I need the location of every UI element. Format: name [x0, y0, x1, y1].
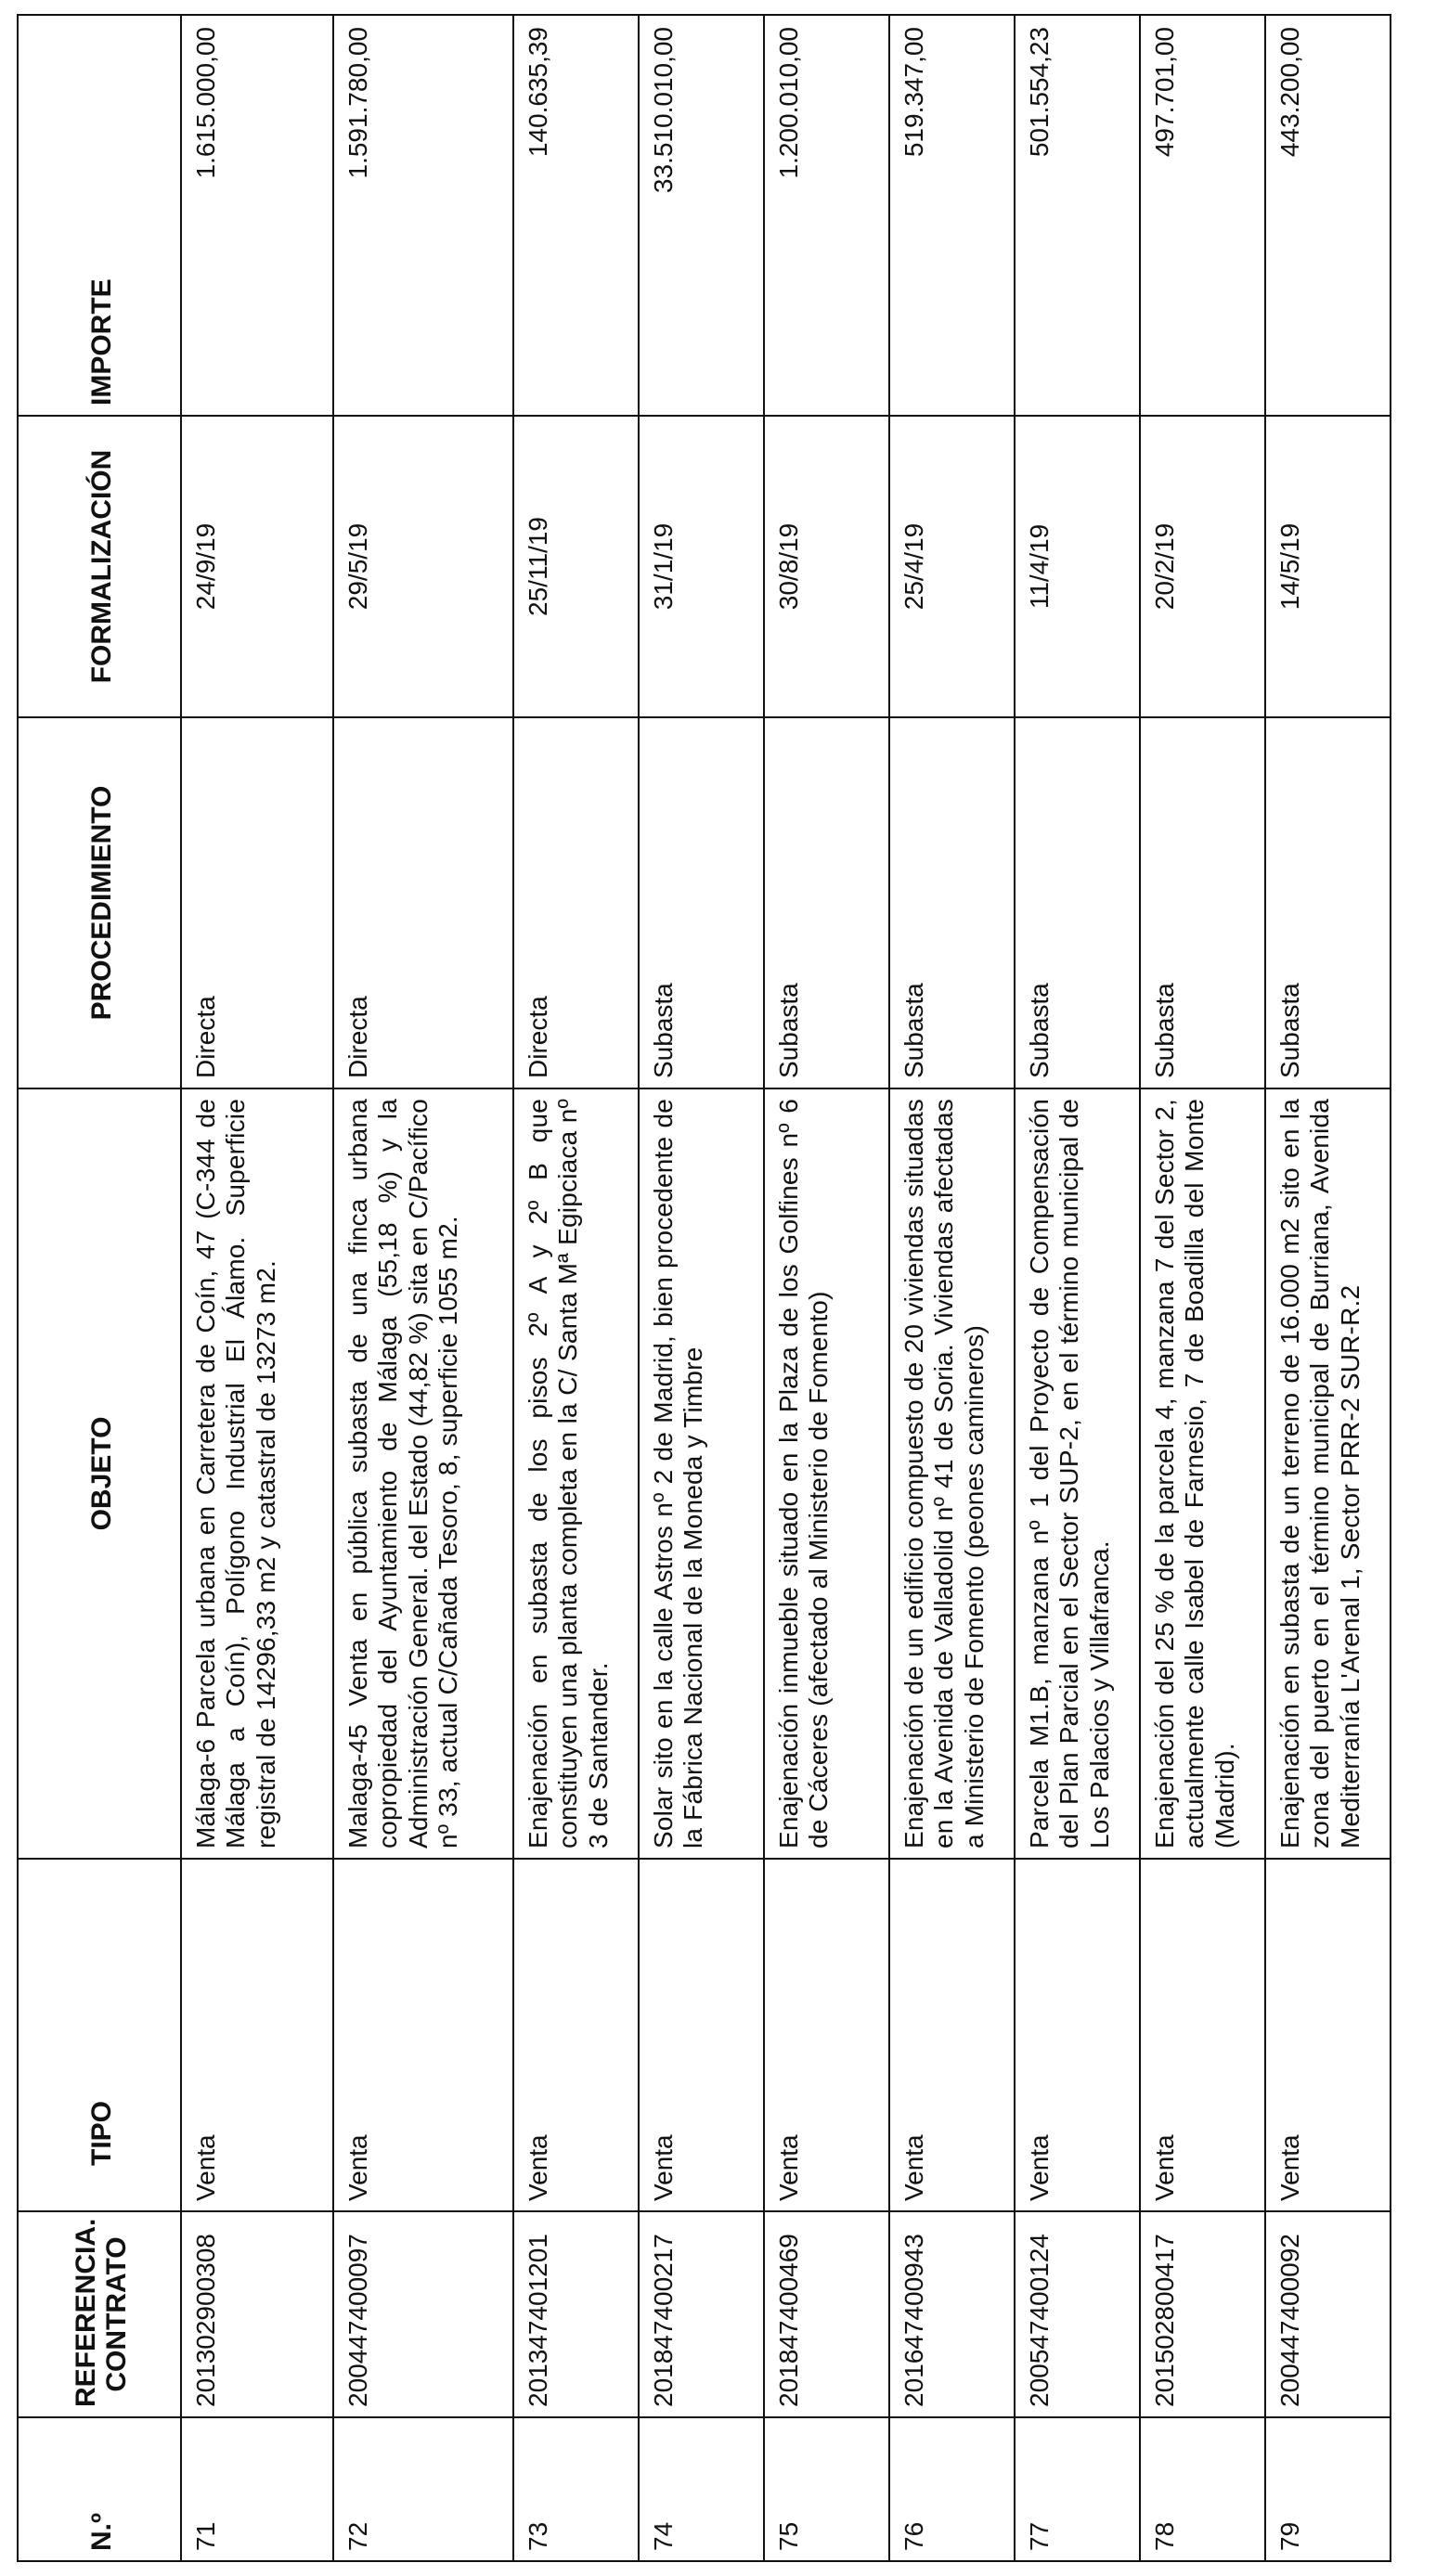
cell-tipo: Venta [333, 1859, 513, 2211]
cell-objeto: Parcela M1.B, manzana nº 1 del Proyecto de Compensación del Plan Parcial en el Sector SUP-2, en el término municipal de Los Palacios y Villafranca. [1015, 1088, 1140, 1859]
cell-referencia: 200447400092 [1265, 2211, 1391, 2417]
cell-procedimiento: Subasta [1015, 717, 1140, 1088]
cell-referencia: 201302900308 [181, 2211, 333, 2417]
header-importe: IMPORTE [18, 15, 181, 416]
header-tipo: TIPO [18, 1859, 181, 2211]
cell-referencia: 201847400217 [639, 2211, 764, 2417]
header-num: N.º [18, 2417, 181, 2561]
cell-num: 77 [1015, 2417, 1140, 2561]
table-row [333, 15, 513, 2561]
cell-importe: 140.635,39 [513, 15, 639, 416]
cell-formalizacion: 11/4/19 [1015, 416, 1140, 717]
cell-importe: 519.347,00 [889, 15, 1015, 416]
cell-num: 72 [333, 2417, 513, 2561]
header-procedimiento: PROCEDIMIENTO [18, 717, 181, 1088]
cell-procedimiento: Subasta [1140, 717, 1265, 1088]
cell-formalizacion: 25/11/19 [513, 416, 639, 717]
cell-importe: 1.200.010,00 [764, 15, 889, 416]
cell-procedimiento: Subasta [889, 717, 1015, 1088]
table-row [639, 15, 764, 2561]
cell-tipo: Venta [1265, 1859, 1391, 2211]
cell-formalizacion: 29/5/19 [333, 416, 513, 717]
cell-formalizacion: 14/5/19 [1265, 416, 1391, 717]
cell-num: 74 [639, 2417, 764, 2561]
table-row [181, 15, 333, 2561]
cell-formalizacion: 25/4/19 [889, 416, 1015, 717]
cell-num: 75 [764, 2417, 889, 2561]
cell-objeto: Enajenación de un edificio compuesto de 20 viviendas situadas en la Avenida de Valladolid nº 41 de Soria. Viviendas afectadas a Ministerio de Fomento (peones camineros) [889, 1088, 1015, 1859]
cell-referencia: 200447400097 [333, 2211, 513, 2417]
cell-importe: 33.510.010,00 [639, 15, 764, 416]
cell-tipo: Venta [1140, 1859, 1265, 2211]
cell-tipo: Venta [889, 1859, 1015, 2211]
header-referencia [18, 2211, 181, 2417]
cell-objeto: Enajenación en subasta de un terreno de 16.000 m2 sito en la zona del puerto en el término municipal de Burriana, Avenida Mediterranía L'Arenal 1, Sector PRR-2 SUR-R.2 [1265, 1088, 1391, 1859]
header-formalizacion: FORMALIZACIÓN [18, 416, 181, 717]
cell-importe: 501.554,23 [1015, 15, 1140, 416]
cell-procedimiento: Subasta [1265, 717, 1391, 1088]
cell-num: 79 [1265, 2417, 1391, 2561]
header-objeto: OBJETO [18, 1088, 181, 1859]
cell-tipo: Venta [1015, 1859, 1140, 2211]
cell-num: 76 [889, 2417, 1015, 2561]
cell-referencia: 201347401201 [513, 2211, 639, 2417]
cell-referencia: 200547400124 [1015, 2211, 1140, 2417]
table-row [889, 15, 1015, 2561]
cell-formalizacion: 30/8/19 [764, 416, 889, 717]
cell-referencia: 201847400469 [764, 2211, 889, 2417]
cell-procedimiento: Subasta [764, 717, 889, 1088]
cell-objeto: Enajenación del 25 % de la parcela 4, manzana 7 del Sector 2, actualmente calle Isabel de Farnesio, 7 de Boadilla del Monte (Madrid). [1140, 1088, 1265, 1859]
table-row [764, 15, 889, 2561]
cell-tipo: Venta [181, 1859, 333, 2211]
cell-procedimiento: Subasta [639, 717, 764, 1088]
cell-objeto: Solar sito en la calle Astros nº 2 de Madrid, bien procedente de la Fábrica Nacional de la Moneda y Timbre [639, 1088, 764, 1859]
cell-tipo: Venta [513, 1859, 639, 2211]
cell-importe: 1.615.000,00 [181, 15, 333, 416]
cell-referencia: 201502800417 [1140, 2211, 1265, 2417]
cell-objeto: Málaga-6 Parcela urbana en Carretera de Coín, 47 (C-344 de Málaga a Coín), Polígono Industrial El Álamo. Superficie registral de 14296,33 m2 y catastral de 13273 m2. [181, 1088, 333, 1859]
cell-importe: 1.591.780,00 [333, 15, 513, 416]
header-referencia-line2: CONTRATO [101, 2236, 132, 2392]
cell-tipo: Venta [764, 1859, 889, 2211]
contracts-table [17, 14, 1391, 2562]
cell-importe: 497.701,00 [1140, 15, 1265, 416]
cell-procedimiento: Directa [333, 717, 513, 1088]
header-referencia-line1: REFERENCIA. [71, 2218, 101, 2407]
cell-formalizacion: 20/2/19 [1140, 416, 1265, 717]
cell-referencia: 201647400943 [889, 2211, 1015, 2417]
cell-procedimiento: Directa [513, 717, 639, 1088]
cell-num: 71 [181, 2417, 333, 2561]
cell-objeto: Malaga-45 Venta en pública subasta de una finca urbana copropiedad del Ayuntamiento de Málaga (55,18 %) y la Administración General. del Estado (44,82 %) sita en C/Pacífico nº 33, actual C/Cañada Tesoro, 8, superficie 1055 m2. [333, 1088, 513, 1859]
cell-procedimiento: Directa [181, 717, 333, 1088]
cell-objeto: Enajenación inmueble situado en la Plaza de los Golfines nº 6 de Cáceres (afectado al Ministerio de Fomento) [764, 1088, 889, 1859]
table-row [1140, 15, 1265, 2561]
table-row [1265, 15, 1391, 2561]
cell-formalizacion: 31/1/19 [639, 416, 764, 717]
cell-tipo: Venta [639, 1859, 764, 2211]
table-row [1015, 15, 1140, 2561]
cell-num: 73 [513, 2417, 639, 2561]
table-row [513, 15, 639, 2561]
header-row [18, 15, 181, 2561]
cell-importe: 443.200,00 [1265, 15, 1391, 416]
cell-num: 78 [1140, 2417, 1265, 2561]
cell-formalizacion: 24/9/19 [181, 416, 333, 717]
cell-objeto: Enajenación en subasta de los pisos 2º A y 2º B que constituyen una planta completa en la C/ Santa Mª Egipciaca nº 3 de Santander. [513, 1088, 639, 1859]
